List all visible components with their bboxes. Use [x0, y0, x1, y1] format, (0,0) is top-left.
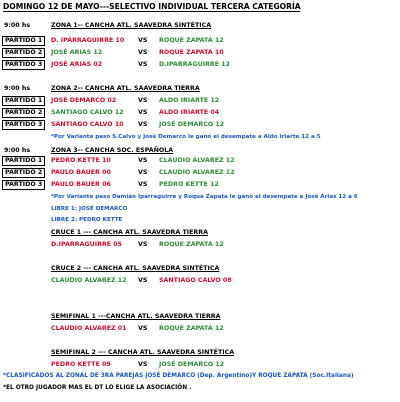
cruce1-title: CRUCE 1 --- CANCHA ATL. SAAVEDRA TIERRA: [51, 229, 208, 236]
zone3-match1-player2: CLAUDIO ALVAREZ 12: [159, 157, 235, 164]
semi1-player2: ROQUE ZAPATA 12: [159, 325, 224, 332]
zone1-match3-player1: JOSÉ ARIAS 02: [51, 61, 103, 68]
cruce2-title: CRUCE 2 --- CANCHA ATL. SAAVEDRA SINTÉTICA: [51, 265, 220, 272]
zone3-match1-label: PARTIDO 1: [2, 156, 45, 166]
zone3-match1-player1: PEDRO KETTE 10: [51, 157, 111, 164]
zone2-match3-player1: SANTIAGO CALVO 10: [51, 121, 124, 128]
zone2-match1-label: PARTIDO 1: [2, 96, 45, 106]
semi1-vs: VS: [138, 325, 148, 332]
libre1-note: LIBRE 1: JOSÉ DEMARCO: [51, 206, 128, 212]
cruce2-player2: SANTIAGO CALVO 08: [159, 277, 232, 284]
libre2-note: LIBRE 2: PEDRO KETTE: [51, 217, 123, 223]
zone3-tiebreak-note: *Por Variante paso Damián Iparraguirre y Roque Zapata le ganó el desempate a José Arias 12 a 6: [51, 194, 358, 200]
zone3-match3-player1: PAULO BAUER 06: [51, 181, 111, 188]
cruce2-vs: VS: [138, 277, 148, 284]
zone2-tiebreak-note: *Por Variante paso S.Calvo y José Demarco le ganó el desempate a Aldo Iriarte 12 a 5: [51, 134, 321, 140]
zone2-match2-vs: VS: [138, 109, 148, 116]
zone1-title: ZONA 1-- CANCHA ATL. SAAVEDRA SINTÉTICA: [51, 22, 212, 29]
cruce1-player1: D.IPARRAGUIRRE 05: [51, 241, 123, 248]
zone2-match1-player2: ALDO IRIARTE 12: [159, 97, 220, 104]
zone1-match3-vs: VS: [138, 61, 148, 68]
zone2-match2-player2: ALDO IRIARTE 04: [159, 109, 220, 116]
zone3-match2-player2: CLAUDIO ALVAREZ 12: [159, 169, 235, 176]
zone3-match2-vs: VS: [138, 169, 148, 176]
zone1-match1-player1: D. IPARRAGUIRRE 10: [51, 37, 125, 44]
semi2-player1: PEDRO KETTE 09: [51, 361, 111, 368]
title-underline: [3, 11, 300, 12]
zone1-match3-player2: D.IPARRAGUIRRE 12: [159, 61, 231, 68]
zone3-hour: 9:00 hs: [4, 147, 31, 154]
semi1-player1: CLAUDIO ALVAREZ 01: [51, 325, 127, 332]
cruce2-player1: CLAUDIO ALVAREZ 12: [51, 277, 127, 284]
zone1-match2-vs: VS: [138, 49, 148, 56]
zone1-match1-player2: ROQUE ZAPATA 12: [159, 37, 224, 44]
zone1-match3-label: PARTIDO 3: [2, 60, 45, 70]
zone3-match2-label: PARTIDO 2: [2, 168, 45, 178]
zone2-match2-label: PARTIDO 2: [2, 108, 45, 118]
zone1-match1-vs: VS: [138, 37, 148, 44]
cruce1-player2: ROQUE ZAPATA 12: [159, 241, 224, 248]
semi2-vs: VS: [138, 361, 148, 368]
zone2-match1-vs: VS: [138, 97, 148, 104]
zone3-match1-vs: VS: [138, 157, 148, 164]
association-note: *EL OTRO JUGADOR MAS EL DT LO ELIGE LA ASOCIACIÓN .: [3, 385, 192, 391]
zone2-match3-player2: JOSÉ DEMARCO 12: [159, 121, 225, 128]
qualified-note: *CLASIFICADOS AL ZONAL DE 3RA PAREJAS JOSÉ DEMARCO (Dep. Argentino)Y ROQUE ZAPATA (Soc.Italiana): [3, 373, 354, 379]
zone2-title: ZONA 2-- CANCHA ATL. SAAVEDRA TIERRA: [51, 85, 200, 92]
zone2-match1-player1: JOSÉ DEMARCO 02: [51, 97, 117, 104]
zone2-match3-label: PARTIDO 3: [2, 120, 45, 130]
zone3-match2-player1: PAULO BAUER 00: [51, 169, 111, 176]
zone3-title: ZONA 3-- CANCHA SOC. ESPAÑOLA: [51, 147, 174, 154]
zone3-match3-label: PARTIDO 3: [2, 180, 45, 190]
zone2-match2-player1: SANTIAGO CALVO 12: [51, 109, 124, 116]
zone1-match1-label: PARTIDO 1: [2, 36, 45, 46]
semi2-player2: JOSÉ DEMARCO 12: [159, 361, 225, 368]
zone1-match2-label: PARTIDO 2: [2, 48, 45, 58]
zone3-match3-vs: VS: [138, 181, 148, 188]
page-title: DOMINGO 12 DE MAYO---SELECTIVO INDIVIDUAL TERCERA CATEGORÍA: [3, 2, 301, 11]
zone3-match3-player2: PEDRO KETTE 12: [159, 181, 219, 188]
semi2-title: SEMIFINAL 2 --- CANCHA ATL. SAAVEDRA SINTÉTICA: [51, 349, 235, 356]
zone2-hour: 9:00 hs: [4, 85, 31, 92]
zone2-match3-vs: VS: [138, 121, 148, 128]
cruce1-vs: VS: [138, 241, 148, 248]
zone1-match2-player1: JOSÉ ARIAS 12: [51, 49, 103, 56]
semi1-title: SEMIFINAL 1 ---CANCHA ATL. SAAVEDRA TIERRA: [51, 313, 221, 320]
zone1-match2-player2: ROQUE ZAPATA 10: [159, 49, 224, 56]
zone1-hour: 9:00 hs: [4, 22, 31, 29]
